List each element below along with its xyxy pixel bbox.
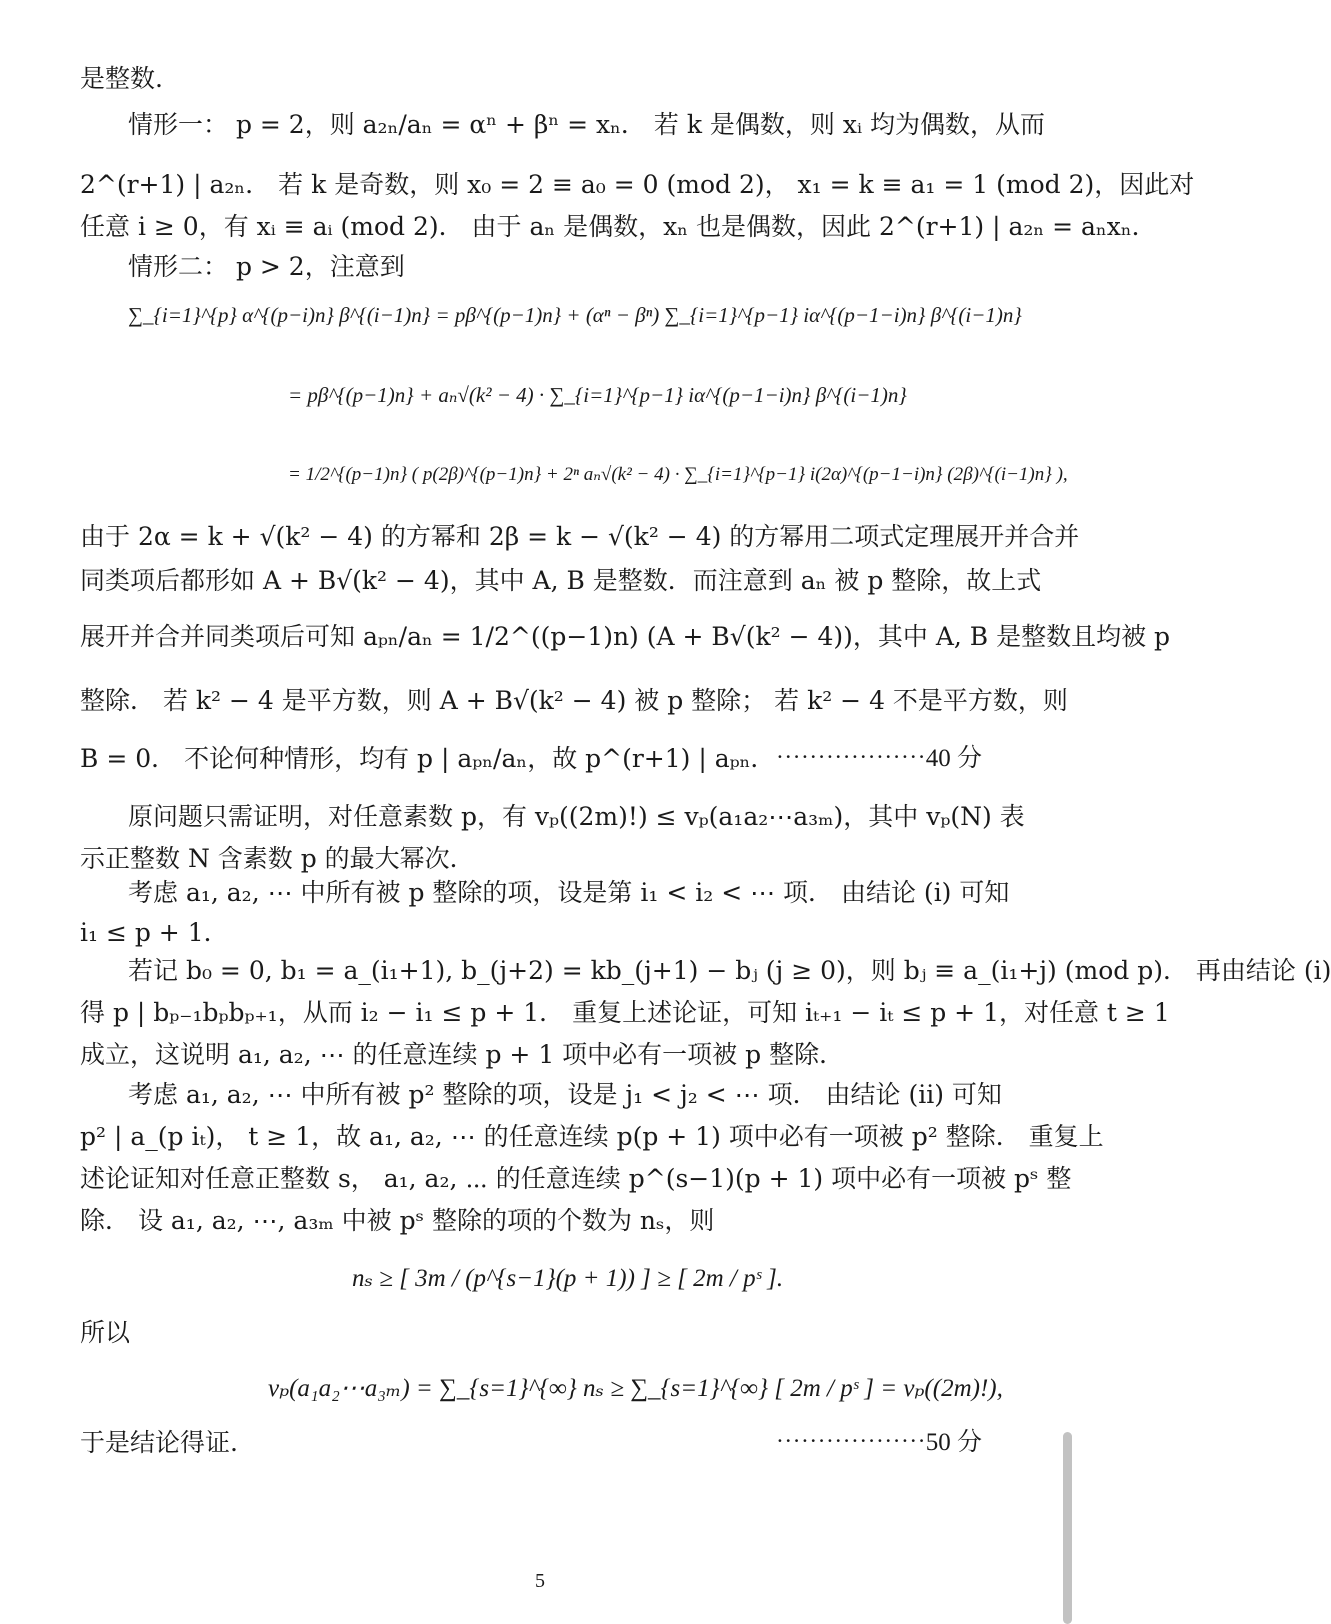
text-line: 考虑 a₁, a₂, ⋯ 中所有被 p 整除的项，设是第 i₁ < i₂ < ⋯ 项． 由结论 (i) 可知: [128, 878, 1010, 907]
score-marker: ⋯⋯⋯⋯⋯⋯50 分: [775, 1429, 982, 1456]
text-line: 同类项后都形如 A + B√(k² − 4)，其中 A, B 是整数．而注意到 aₙ 被 p 整除，故上式: [80, 566, 1042, 595]
text-line: 所以: [80, 1318, 131, 1347]
text-line: 得 p | bₚ₋₁bₚbₚ₊₁，从而 i₂ − i₁ ≤ p + 1． 重复上述论证，可知 iₜ₊₁ − iₜ ≤ p + 1，对任意 t ≥ 1: [80, 998, 1170, 1027]
equation: = 1/2^{(p−1)n} ( p(2β)^{(p−1)n} + 2ⁿ aₙ√(k² − 4) · ∑_{i=1}^{p−1} i(2α)^{(p−1−i)n} (2β)^{(i−1)n} ),: [288, 464, 1068, 485]
equation: vₚ(a₁a₂⋯a₃ₘ) = ∑_{s=1}^{∞} nₛ ≥ ∑_{s=1}^{∞} [ 2m / pˢ ] = vₚ((2m)!),: [268, 1375, 1003, 1402]
scrollbar-thumb[interactable]: [1063, 1432, 1072, 1624]
text-line: 示正整数 N 含素数 p 的最大幂次．: [80, 844, 475, 873]
text-line: B = 0． 不论何种情形，均有 p | aₚₙ/aₙ，故 p^(r+1) | aₚₙ．: [80, 744, 776, 773]
text-line: 情形一： p = 2，则 a₂ₙ/aₙ = αⁿ + βⁿ = xₙ． 若 k 是偶数，则 xᵢ 均为偶数，从而: [128, 110, 1045, 139]
text-line: 情形二： p > 2，注意到: [128, 252, 405, 281]
score-marker: ⋯⋯⋯⋯⋯⋯40 分: [775, 745, 982, 772]
text-line: 整除． 若 k² − 4 是平方数，则 A + B√(k² − 4) 被 p 整除； 若 k² − 4 不是平方数，则: [80, 686, 1068, 715]
text-line: 原问题只需证明，对任意素数 p，有 vₚ((2m)!) ≤ vₚ(a₁a₂⋯a₃ₘ)，其中 vₚ(N) 表: [128, 802, 1025, 831]
text-line: 成立，这说明 a₁, a₂, ⋯ 的任意连续 p + 1 项中必有一项被 p 整除．: [80, 1040, 845, 1069]
text-line: 述论证知对任意正整数 s， a₁, a₂, ⋯ 的任意连续 p^(s−1)(p + 1) 项中必有一项被 pˢ 整: [80, 1164, 1072, 1193]
text-line: 任意 i ≥ 0，有 xᵢ ≡ aᵢ (mod 2)． 由于 aₙ 是偶数，xₙ 也是偶数，因此 2^(r+1) | a₂ₙ = aₙxₙ．: [80, 212, 1157, 241]
text-line: 于是结论得证.: [80, 1428, 238, 1457]
equation: = pβ^{(p−1)n} + aₙ√(k² − 4) · ∑_{i=1}^{p−1} iα^{(p−1−i)n} β^{(i−1)n}: [288, 383, 907, 407]
text-line: 考虑 a₁, a₂, ⋯ 中所有被 p² 整除的项，设是 j₁ < j₂ < ⋯ 项． 由结论 (ii) 可知: [128, 1080, 1002, 1109]
text-line: 2^(r+1) | a₂ₙ． 若 k 是奇数，则 x₀ = 2 ≡ a₀ = 0 (mod 2)， x₁ = k ≡ a₁ = 1 (mod 2)，因此对: [80, 170, 1195, 199]
text-line: i₁ ≤ p + 1．: [80, 918, 229, 947]
text-line: 除． 设 a₁, a₂, ⋯, a₃ₘ 中被 pˢ 整除的项的个数为 nₛ，则: [80, 1206, 715, 1235]
equation: nₛ ≥ [ 3m / (p^{s−1}(p + 1)) ] ≥ [ 2m / pˢ ].: [352, 1265, 784, 1292]
text-line: 由于 2α = k + √(k² − 4) 的方幂和 2β = k − √(k² − 4) 的方幂用二项式定理展开并合并: [80, 522, 1080, 551]
text-line: p² | a_(p iₜ)， t ≥ 1，故 a₁, a₂, ⋯ 的任意连续 p(p + 1) 项中必有一项被 p² 整除． 重复上: [80, 1122, 1104, 1151]
text-line: 是整数.: [80, 64, 163, 93]
text-line: 若记 b₀ = 0, b₁ = a_(i₁+1), b_(j+2) = kb_(j+1) − bⱼ (j ≥ 0)，则 bⱼ ≡ a_(i₁+j) (mod p)． 再由结论 (i): [128, 956, 1331, 985]
equation: ∑_{i=1}^{p} α^{(p−i)n} β^{(i−1)n} = pβ^{(p−1)n} + (αⁿ − βⁿ) ∑_{i=1}^{p−1} iα^{(p−1−i)n} β^{(i−1)n}: [128, 303, 1022, 327]
page-number: 5: [535, 1570, 545, 1592]
text-line: 展开并合并同类项后可知 aₚₙ/aₙ = 1/2^((p−1)n) (A + B√(k² − 4))，其中 A, B 是整数且均被 p: [80, 622, 1171, 651]
